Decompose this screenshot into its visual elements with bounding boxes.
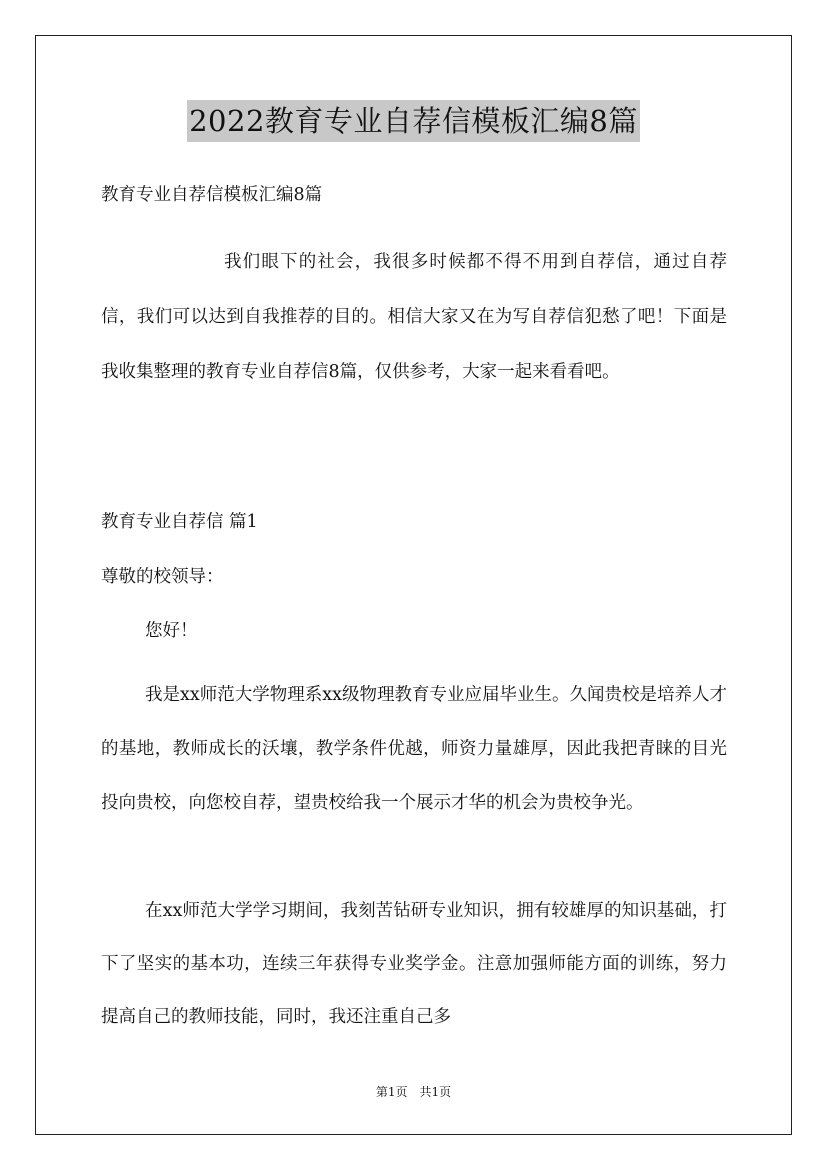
salutation: 尊敬的校领导： xyxy=(101,567,224,587)
body-paragraph: 在xx师范大学学习期间，我刻苦钻研专业知识，拥有较雄厚的知识基础，打下了坚实的基本功，连续三年获得专业奖学金。注意加强师能方面的训练，努力提高自己的教师技能，同时，我还注重自己多 xyxy=(101,901,727,1027)
section-heading: 教育专业自荐信 篇1 xyxy=(101,512,258,532)
greeting: 您好！ xyxy=(145,621,198,641)
intro-paragraph: 我们眼下的社会，我很多时候都不得不用到自荐信，通过自荐信，我们可以达到自我推荐的目的。相信大家又在为写自荐信犯愁了吧！下面是我收集整理的教育专业自荐信8篇，仅供参考，大家一起来看看吧。 xyxy=(101,252,727,382)
document-title: 2022教育专业自荐信模板汇编8篇 xyxy=(187,100,640,142)
body-paragraph: 我是xx师范大学物理系xx级物理教育专业应届毕业生。久闻贵校是培养人才的基地，教师成长的沃壤，教学条件优越，师资力量雄厚，因此我把青睐的目光投向贵校，向您校自荐，望贵校给我一个展示才华的机会为贵校争光。 xyxy=(101,685,727,813)
document-subtitle: 教育专业自荐信模板汇编8篇 xyxy=(101,185,323,205)
title-container xyxy=(0,100,827,142)
page-number: 第1页 共1页 xyxy=(375,1085,452,1099)
